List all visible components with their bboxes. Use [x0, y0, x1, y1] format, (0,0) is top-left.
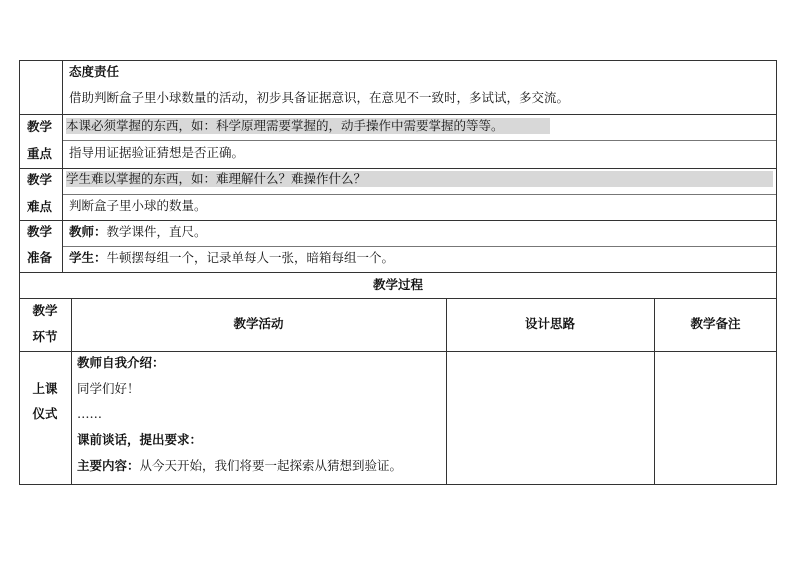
teacher-label: 教师：: [69, 224, 107, 239]
attitude-text: 借助判断盒子里小球数量的活动，初步具备证据意识，在意见不一致时，多试试，多交流。: [69, 90, 570, 105]
col-stage-1: 教学: [32, 303, 58, 318]
teacher-materials: [69, 224, 207, 240]
key-points-label-2: 重点: [27, 146, 53, 161]
teacher-text: 教学课件，直尺。: [106, 224, 207, 239]
row1-stage-1: 上课: [32, 381, 58, 396]
col-notes: 教学备注: [690, 316, 741, 331]
row1-line-2: 同学们好！: [77, 381, 140, 396]
row1-line-5: [77, 458, 402, 474]
process-title: 教学过程: [372, 277, 423, 292]
row1-line-5-text: 从今天开始，我们将要一起探索从猜想到验证。: [139, 458, 403, 473]
difficulties-text: 判断盒子里小球的数量。: [69, 198, 207, 213]
student-label: 学生：: [69, 250, 107, 265]
difficulties-label-1: 教学: [27, 172, 53, 187]
difficulties-label-2: 难点: [27, 199, 53, 214]
row1-line-3: ……: [77, 406, 102, 421]
student-text: 牛顿摆每组一个，记录单每人一张，暗箱每组一个。: [106, 250, 395, 265]
col-stage-2: 环节: [32, 329, 58, 344]
preparation-label-1: 教学: [27, 224, 53, 239]
key-points-note: 本课必须掌握的东西，如：科学原理需要掌握的，动手操作中需要掌握的等等。: [66, 118, 550, 134]
row1-line-5-label: 主要内容：: [77, 458, 140, 473]
attitude-heading: 态度责任: [69, 64, 120, 79]
row1-line-4: 课前谈话，提出要求：: [77, 432, 203, 447]
preparation-label-2: 准备: [27, 250, 53, 265]
key-points-text: 指导用证据验证猜想是否正确。: [69, 145, 245, 160]
row1-stage-2: 仪式: [32, 406, 58, 421]
difficulties-note: 学生难以掌握的东西，如：难理解什么？难操作什么？: [66, 171, 773, 187]
student-materials: [69, 250, 394, 266]
lesson-plan-table: [19, 60, 777, 484]
key-points-label-1: 教学: [27, 119, 53, 134]
row1-line-1: 教师自我介绍：: [77, 355, 165, 370]
col-activity: 教学活动: [233, 316, 284, 331]
col-design: 设计思路: [524, 316, 575, 331]
